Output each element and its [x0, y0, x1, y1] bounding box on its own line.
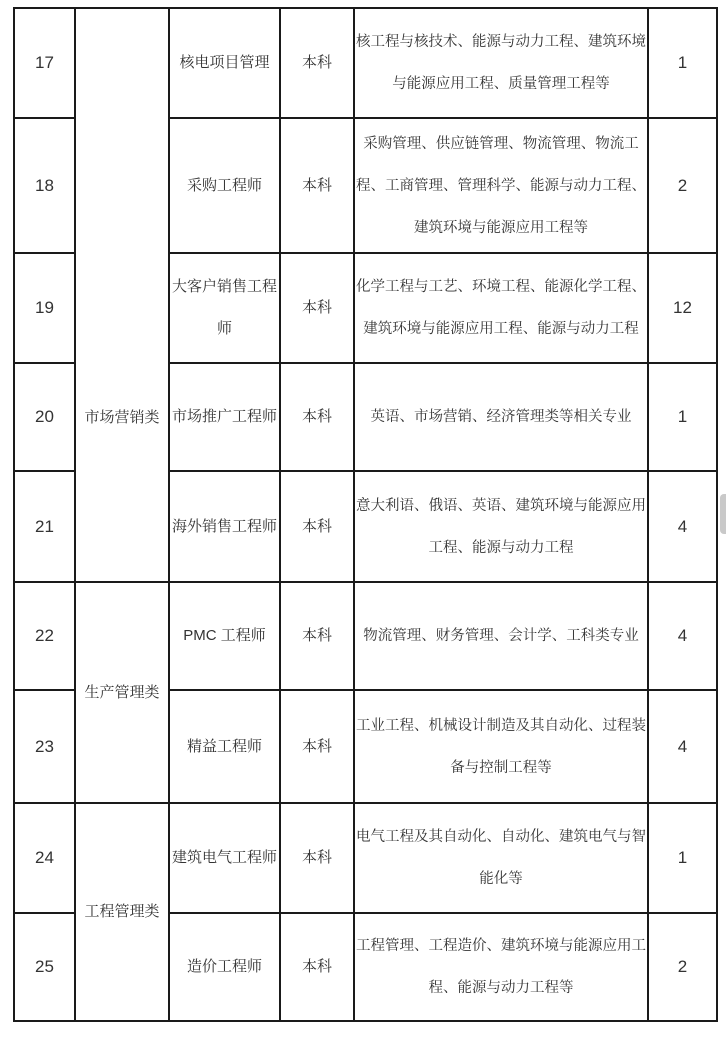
- row-number-cell: 22: [15, 583, 76, 691]
- position-cell: 市场推广工程师: [170, 364, 281, 472]
- education-cell: 本科: [281, 691, 355, 804]
- position-cell: 核电项目管理: [170, 9, 281, 119]
- category-label: 工程管理类: [84, 903, 160, 920]
- position-cell: 精益工程师: [170, 691, 281, 804]
- count-cell: 4: [649, 583, 718, 691]
- position-cell: 采购工程师: [170, 119, 281, 254]
- majors-cell: 化学工程与工艺、环境工程、能源化学工程、建筑环境与能源应用工程、能源与动力工程: [355, 254, 649, 364]
- majors-cell: 核工程与核技术、能源与动力工程、建筑环境与能源应用工程、质量管理工程等: [355, 9, 649, 119]
- education-cell: 本科: [281, 364, 355, 472]
- row-number-cell: 21: [15, 472, 76, 583]
- row-number-cell: 20: [15, 364, 76, 472]
- education-cell: 本科: [281, 472, 355, 583]
- row-number-cell: 24: [15, 804, 76, 914]
- majors-cell: 采购管理、供应链管理、物流管理、物流工程、工商管理、管理科学、能源与动力工程、建筑环境与能源应用工程等: [355, 119, 649, 254]
- scrollbar-thumb[interactable]: [720, 494, 726, 534]
- row-number-cell: 19: [15, 254, 76, 364]
- row-number-cell: 25: [15, 914, 76, 1022]
- education-cell: 本科: [281, 119, 355, 254]
- majors-cell: 英语、市场营销、经济管理类等相关专业: [355, 364, 649, 472]
- count-cell: 1: [649, 364, 718, 472]
- category-label: 市场营销类: [84, 409, 160, 426]
- majors-cell: 工程管理、工程造价、建筑环境与能源应用工程、能源与动力工程等: [355, 914, 649, 1022]
- education-cell: 本科: [281, 583, 355, 691]
- majors-cell: 意大利语、俄语、英语、建筑环境与能源应用工程、能源与动力工程: [355, 472, 649, 583]
- majors-cell: 电气工程及其自动化、自动化、建筑电气与智能化等: [355, 804, 649, 914]
- majors-cell: 物流管理、财务管理、会计学、工科类专业: [355, 583, 649, 691]
- position-cell: 大客户销售工程师: [170, 254, 281, 364]
- education-cell: 本科: [281, 914, 355, 1022]
- row-number-cell: 18: [15, 119, 76, 254]
- category-label: 生产管理类: [84, 683, 160, 701]
- count-cell: 4: [649, 472, 718, 583]
- category-cell-marketing: [76, 9, 170, 583]
- education-cell: 本科: [281, 9, 355, 119]
- position-cell: 造价工程师: [170, 914, 281, 1022]
- count-cell: 1: [649, 804, 718, 914]
- position-cell: 海外销售工程师: [170, 472, 281, 583]
- position-cell: 建筑电气工程师: [170, 804, 281, 914]
- position-cell: PMC 工程师: [170, 583, 281, 691]
- count-cell: 2: [649, 119, 718, 254]
- count-cell: 12: [649, 254, 718, 364]
- majors-cell: 工业工程、机械设计制造及其自动化、过程装备与控制工程等: [355, 691, 649, 804]
- category-cell-production: [76, 583, 170, 804]
- count-cell: 4: [649, 691, 718, 804]
- education-cell: 本科: [281, 804, 355, 914]
- count-cell: 2: [649, 914, 718, 1022]
- row-number-cell: 23: [15, 691, 76, 804]
- education-cell: 本科: [281, 254, 355, 364]
- category-cell-engineering: [76, 804, 170, 1022]
- row-number-cell: 17: [15, 9, 76, 119]
- recruitment-positions-table: [13, 7, 718, 1022]
- count-cell: 1: [649, 9, 718, 119]
